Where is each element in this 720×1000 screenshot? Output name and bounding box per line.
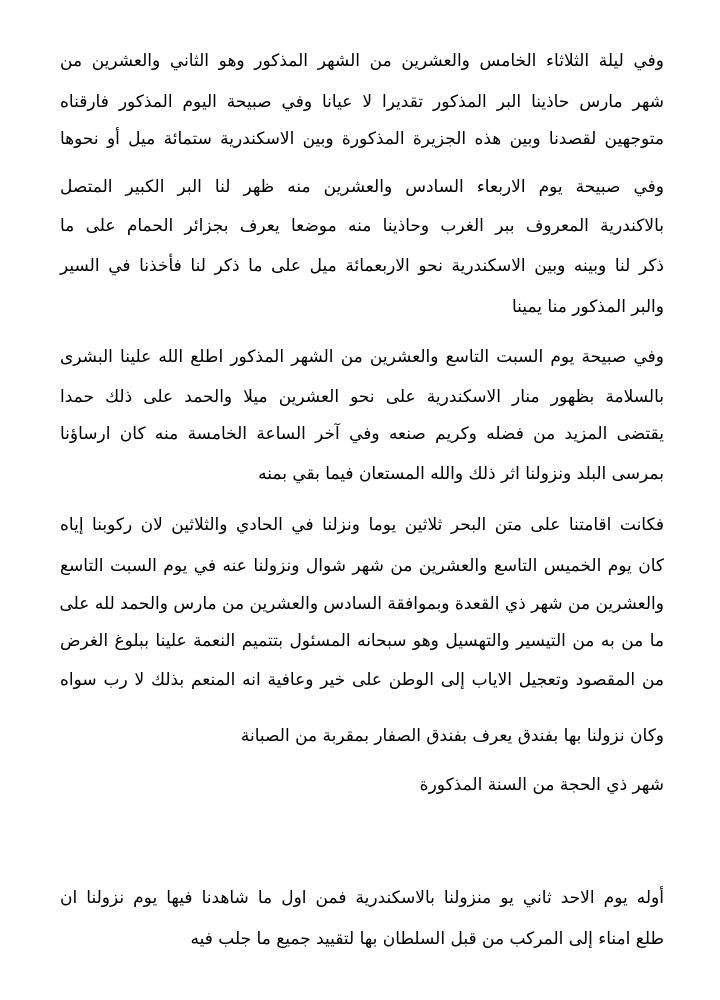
text-line: بالسلامة بظهور منار الاسكندرية على نحو العشرين ميلا والحمد على ذلك حمدا bbox=[60, 387, 664, 407]
text-line: والعشرين من شهر ذي القعدة وبموافقة السادس والعشرين من مارس والحمد لله على bbox=[59, 594, 664, 614]
text-line: متوجهين لقصدنا وبين هذه الجزيرة المذكورة وبين الاسكندرية ستمائة ميل أو نحوها bbox=[60, 129, 664, 149]
text-line: وفي صبيحة يوم السبت التاسع والعشرين من الشهر المذكور اطلع الله علينا البشرى bbox=[60, 347, 664, 367]
text-line: بمرسى البلد ونزولنا اثر ذلك والله المستعان فيما بقي بمنه bbox=[258, 464, 664, 484]
text-line: أوله يوم الاحد ثاني يو منزولنا بالاسكندرية فمن اول ما شاهدنا فيها يوم نزولنا ان bbox=[60, 888, 664, 908]
text-line: ما من به من التيسير والتهسيل وهو سبحانه المسئول بتتميم النعمة علينا ببلوغ الغرض bbox=[60, 631, 664, 651]
text-line: فكانت اقامتنا على متن البحر ثلاثين يوما ونزلنا في الحادي والثلاثين لان ركوبنا إياه bbox=[60, 515, 664, 535]
text-line: وفي صبيحة يوم الاربعاء السادس والعشرين منه ظهر لنا البر الكبير المتصل bbox=[60, 177, 664, 197]
text-line: وفي ليلة الثلاثاء الخامس والعشرين من الشهر المذكور وهو الثاني والعشرين من bbox=[60, 51, 664, 71]
text-line: وكان نزولنا بها بفندق يعرف بفندق الصفار بمقربة من الصبانة bbox=[240, 726, 664, 746]
text-line: شهر ذي الحجة من السنة المذكورة bbox=[419, 775, 664, 795]
text-line: يقتضى المزيد من فضله وكريم صنعه وفي آخر الساعة الخامسة منه كان ارساؤنا bbox=[60, 424, 664, 444]
text-line: طلع امناء إلى المركب من قبل السلطان بها لتقييد جميع ما جلب فيه bbox=[190, 929, 664, 949]
text-line: كان يوم الخميس التاسع والعشرين من شهر شوال ونزولنا عنه في يوم السبت التاسع bbox=[60, 556, 664, 576]
text-line: ذكر لنا وبينه وبين الاسكندرية نحو الاربعمائة ميل على ما ذكر لنا فأخذنا في السير bbox=[60, 256, 664, 276]
text-line: شهر مارس حاذينا البر المذكور تقديرا لا عيانا وفي صبيحة اليوم المذكور فارقناه bbox=[60, 92, 664, 112]
text-line: والبر المذكور منا يمينا bbox=[512, 297, 664, 317]
text-line: بالاكندرية المعروف ببر الغرب وحاذينا منه موضعا يعرف بجزائر الحمام على ما bbox=[60, 216, 664, 236]
text-line: من المقصود وتعجيل الاياب إلى الوطن على خير وعافية انه المنعم بذلك لا رب سواه bbox=[60, 670, 664, 690]
